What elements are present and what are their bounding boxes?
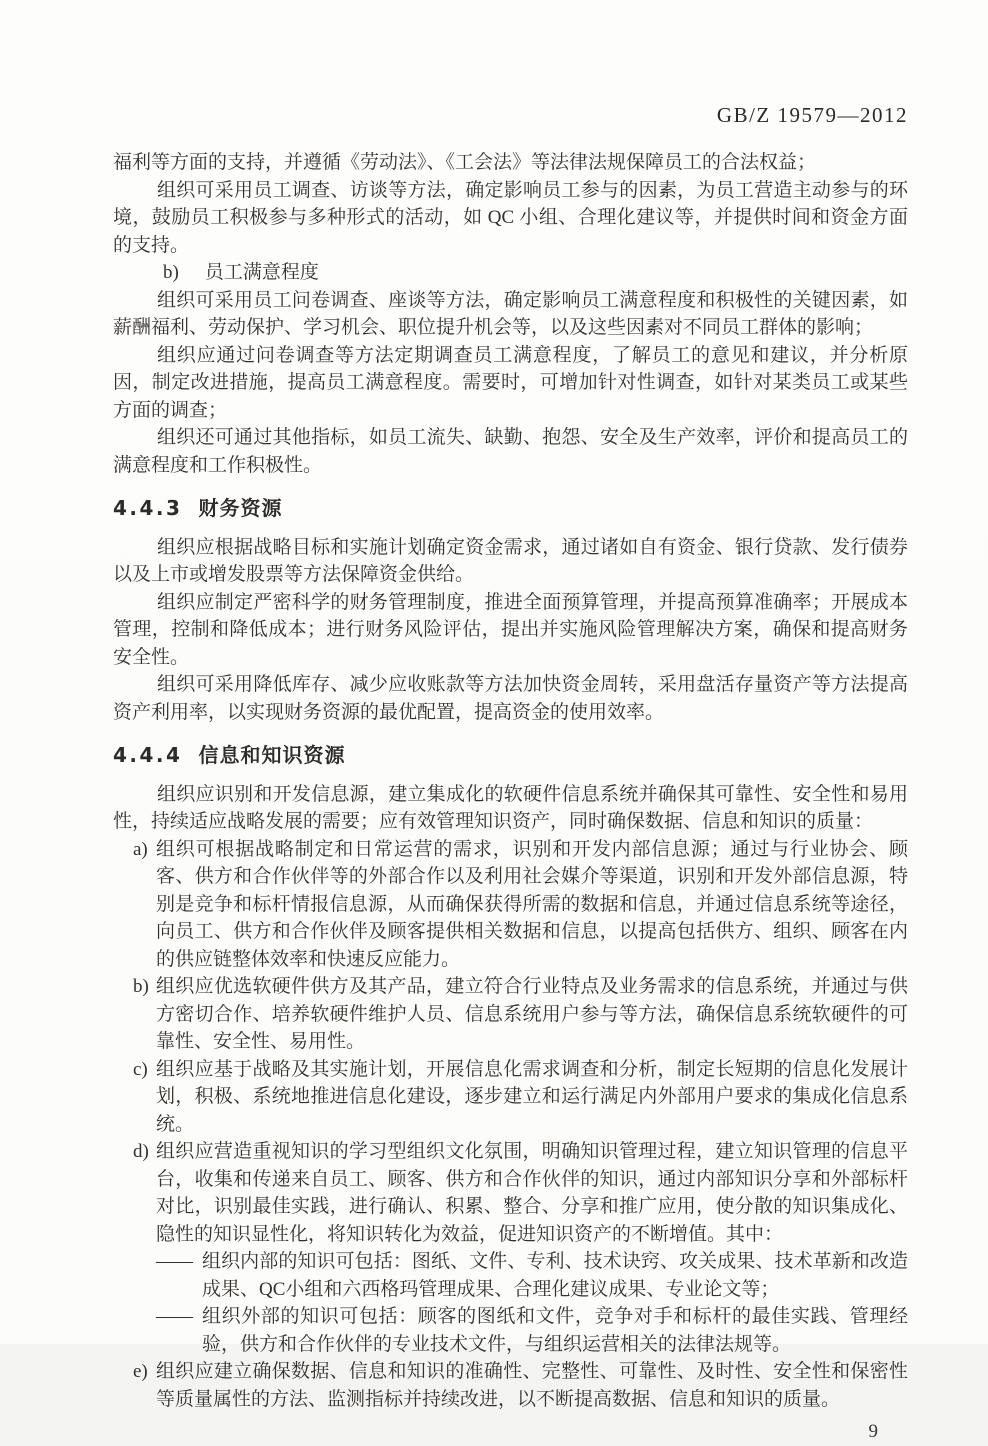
- section-heading-4-4-3: [113, 495, 908, 523]
- list-item-label: d): [133, 1141, 149, 1162]
- list-item-text: 组织应基于战略及其实施计划，开展信息化需求调查和分析，制定长短期的信息化发展计划，积极、系统地推进信息化建设，逐步建立和运行满足内外部用户要求的集成化信息系统。: [156, 1058, 908, 1135]
- section-title: 财务资源: [198, 496, 283, 520]
- dash-item-text: 组织内部的知识可包括：图纸、文件、专利、技术诀窍、攻关成果、技术革新和改造成果、QC小组和六西格玛管理成果、合理化建议成果、专业论文等；: [202, 1251, 908, 1300]
- paragraph-satisfaction-survey: 组织应通过问卷调查等方法定期调查员工满意程度，了解员工的意见和建议，并分析原因，制定改进措施，提高员工满意程度。需要时，可增加针对性调查，如针对某类员工或某些方面的调查；: [113, 344, 908, 421]
- section-number: 4.4.3: [113, 496, 183, 520]
- list-item-label: b): [133, 976, 149, 997]
- dash-prefix: ——: [156, 1251, 192, 1272]
- dash-prefix: ——: [156, 1306, 192, 1327]
- paragraph-satisfaction-indicators: 组织还可通过其他指标，如员工流失、缺勤、抱怨、安全及生产效率，评价和提高员工的满意程度和工作积极性。: [113, 427, 908, 476]
- list-item-b: [113, 973, 908, 1056]
- list-item-text: 组织可根据战略制定和日常运营的需求，识别和开发内部信息源；通过与行业协会、顾客、供方和合作伙伴等的外部合作以及利用社会媒介等渠道，识别和开发外部信息源，特别是竞争和标杆情报信息源，从而确保获得所需的数据和信息，并通过信息系统等途径，向员工、供方和合作伙伴及顾客提供相关数据和信息，以提高包括供方、组织、顾客在内的供应链整体效率和快速反应能力。: [156, 838, 908, 970]
- list-item-employee-satisfaction-title: [113, 259, 908, 287]
- paragraph-funding-needs: 组织应根据战略目标和实施计划确定资金需求，通过诸如自有资金、银行贷款、发行债券以及上市或增发股票等方法保障资金供给。: [113, 536, 908, 585]
- section-number: 4.4.4: [113, 743, 183, 767]
- document-body: [113, 149, 908, 1446]
- standard-code-header: GB/Z 19579—2012: [716, 103, 908, 127]
- list-item-a: [113, 836, 908, 974]
- list-item-c: [113, 1056, 908, 1139]
- paragraph-continued-welfare: 福利等方面的支持，并遵循《劳动法》、《工会法》等法律法规保障员工的合法权益；: [113, 152, 817, 173]
- page-content: [113, 103, 908, 1446]
- list-item-text: 组织应优选软硬件供方及其产品，建立符合行业特点及业务需求的信息系统，并通过与供方密切合作、培养软硬件维护人员、信息系统用户参与等方法，确保信息系统软硬件的可靠性、安全性、易用性。: [156, 976, 908, 1052]
- list-item-e: [113, 1358, 908, 1413]
- list-item-label: c): [133, 1058, 148, 1080]
- page-number: 9: [868, 1421, 878, 1442]
- list-item-title-text: 员工满意程度: [204, 262, 319, 283]
- list-item-text: 组织应建立确保数据、信息和知识的准确性、完整性、可靠性、及时性、安全性和保密性等质量属性的方法、监测指标并持续改进，以不断提高数据、信息和知识的质量。: [156, 1361, 908, 1410]
- dash-item-external-knowledge: [113, 1303, 908, 1358]
- section-heading-4-4-4: [113, 742, 908, 770]
- paragraph-capital-turnover: 组织可采用降低库存、减少应收账款等方法加快资金周转，采用盘活存量资产等方法提高资产利用率，以实现财务资源的最优配置，提高资金的使用效率。: [113, 674, 908, 723]
- paragraph-information-sources-lead: 组织应识别和开发信息源，建立集成化的软硬件信息系统并确保其可靠性、安全性和易用性，持续适应战略发展的需要；应有效管理知识资产，同时确保数据、信息和知识的质量：: [113, 783, 908, 832]
- dash-item-text: 组织外部的知识可包括：顾客的图纸和文件，竞争对手和标杆的最佳实践、管理经验，供方和合作伙伴的专业技术文件，与组织运营相关的法律法规等。: [202, 1306, 908, 1355]
- list-item-label: b): [163, 262, 179, 283]
- list-item-label: a): [133, 838, 148, 860]
- list-item-text: 组织应营造重视知识的学习型组织文化氛围，明确知识管理过程，建立知识管理的信息平台，收集和传递来自员工、顾客、供方和合作伙伴的知识，通过内部知识分享和外部标杆对比，识别最佳实践，进行确认、积累、整合、分享和推广应用，使分散的知识集成化、隐性的知识显性化，将知识转化为效益，促进知识资产的不断增值。其中：: [156, 1141, 908, 1245]
- paragraph-satisfaction-factors: 组织可采用员工问卷调查、座谈等方法，确定影响员工满意程度和积极性的关键因素，如薪酬福利、劳动保护、学习机会、职位提升机会等，以及这些因素对不同员工群体的影响；: [113, 289, 908, 338]
- paragraph-employee-participation: 组织可采用员工调查、访谈等方法，确定影响员工参与的因素，为员工营造主动参与的环境，鼓励员工积极参与多种形式的活动，如 QC 小组、合理化建议等，并提供时间和资金方面的支持。: [113, 179, 908, 256]
- dash-item-internal-knowledge: [113, 1248, 908, 1303]
- paragraph-financial-management: 组织应制定严密科学的财务管理制度，推进全面预算管理，并提高预算准确率；开展成本管理，控制和降低成本；进行财务风险评估，提出并实施风险管理解决方案，确保和提高财务安全性。: [113, 591, 908, 668]
- list-item-label: e): [133, 1361, 148, 1382]
- section-title: 信息和知识资源: [198, 743, 346, 767]
- list-item-d: [113, 1138, 908, 1248]
